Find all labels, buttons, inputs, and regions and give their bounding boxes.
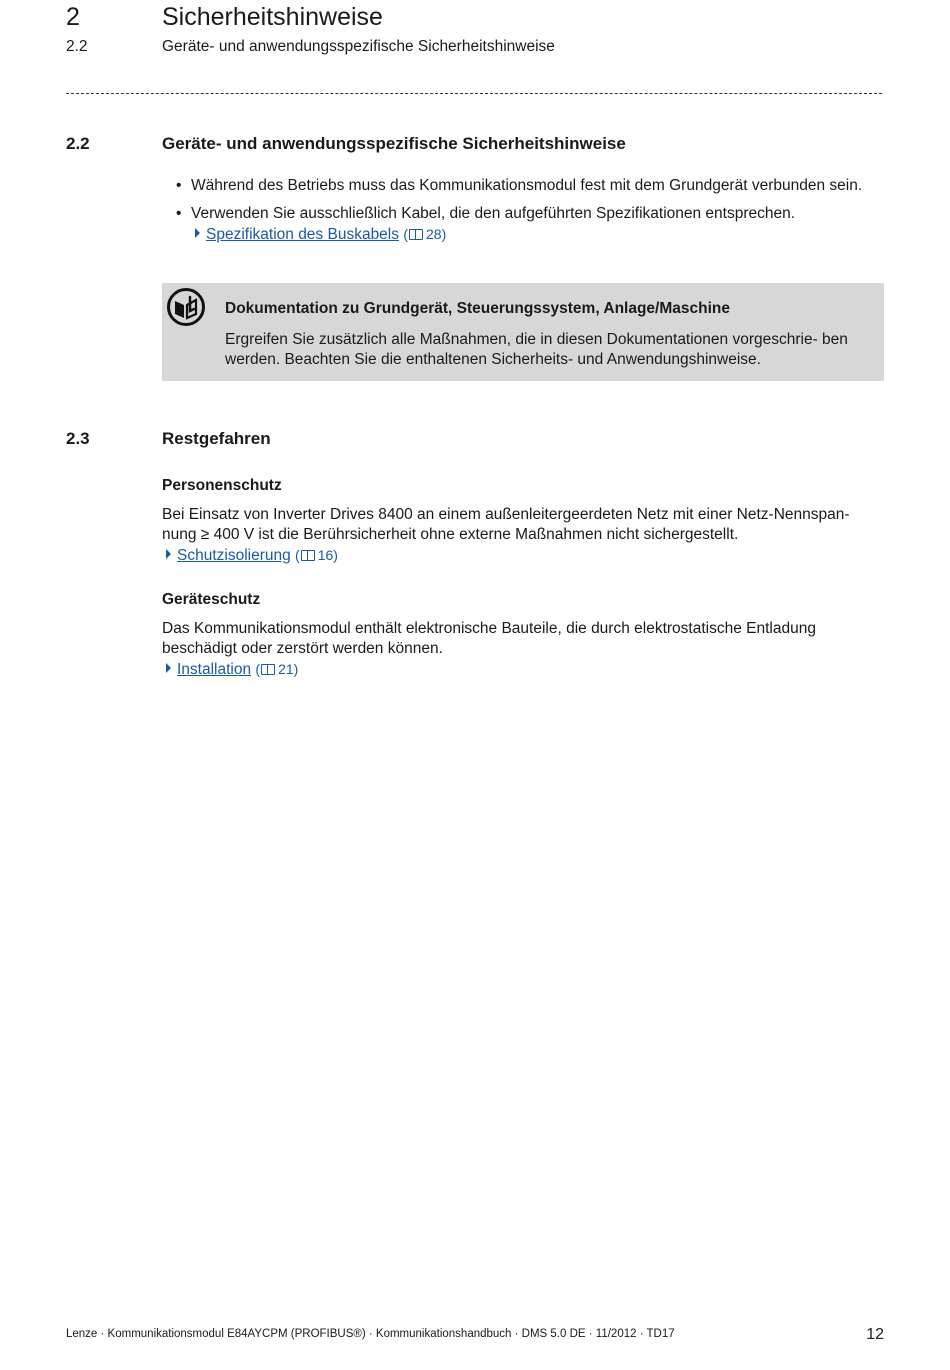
geraeteschutz-heading: Geräteschutz [162,591,261,608]
paren-open: ( [255,661,261,677]
book-icon [261,664,275,675]
geraeteschutz-paragraph [162,619,886,680]
paren-open: ( [403,226,408,242]
personenschutz-text: Bei Einsatz von Inverter Drives 8400 an einem außenleitergeerdeten Netz mit einer Netz-Nennspan- nung ≥ 400 V ist die Berührsicherheit ohne externe Maßnahmen nicht sichergestellt. [162,506,850,543]
xref-buskabel [191,224,886,245]
page-ref-number: 21) [278,661,299,677]
note-text: Ergreifen Sie zusätzlich alle Maßnahmen, die in diesen Dokumentationen vorgeschrie- ben werden. Beachten Sie die enthaltenen Sicherheits- und Anwendungshinweise. [225,331,848,368]
page-reference [255,661,298,677]
personenschutz-paragraph [162,505,886,566]
page-ref-number: 16) [317,547,338,563]
arrow-right-icon [166,549,171,559]
note-title: Dokumentation zu Grundgerät, Steuerungssystem, Anlage/Maschine [225,300,730,317]
header-divider [66,93,882,94]
section-2-3-number: 2.3 [66,429,90,448]
bullet-text: Verwenden Sie ausschließlich Kabel, die den aufgeführten Spezifikationen entsprechen. [191,205,796,222]
personenschutz-heading: Personenschutz [162,477,282,494]
page-number: 12 [866,1326,884,1343]
list-item [176,204,886,245]
page-footer: Lenze · Kommunikationsmodul E84AYCPM (PROFIBUS®) · Kommunikationshandbuch · DMS 5.0 DE · 11/2012 · TD17 [66,1328,675,1340]
arrow-right-icon [195,228,200,238]
section-2-3-title: Restgefahren [162,429,271,448]
chapter-number: 2 [66,3,80,31]
bullet-text: Während des Betriebs muss das Kommunikationsmodul fest mit dem Grundgerät verbunden sein. [191,177,863,194]
section-2-2-number: 2.2 [66,134,90,153]
safety-bullet-list [176,176,886,245]
link-schutzisolierung[interactable]: Schutzisolierung [177,547,291,564]
page-reference [403,226,446,242]
documentation-reference-icon [166,287,206,327]
book-icon [409,229,423,240]
page-reference [295,547,338,563]
xref-installation [162,659,886,680]
section-2-2-title: Geräte- und anwendungsspezifische Sicherheitshinweise [162,134,626,153]
link-installation[interactable]: Installation [177,661,252,678]
paren-open: ( [295,547,300,563]
geraeteschutz-text: Das Kommunikationsmodul enthält elektronische Bauteile, die durch elektrostatische Entladung beschädigt oder zerstört werden können. [162,620,816,657]
chapter-title: Sicherheitshinweise [162,3,383,31]
header-section-title: Geräte- und anwendungsspezifische Sicherheitshinweise [162,38,555,55]
link-spezifikation-buskabel[interactable]: Spezifikation des Buskabels [206,226,400,243]
list-item [176,176,886,196]
xref-schutzisolierung [162,545,886,566]
header-section-number: 2.2 [66,38,88,55]
arrow-right-icon [166,663,171,673]
page-ref-number: 28) [426,226,447,242]
book-icon [301,550,315,561]
